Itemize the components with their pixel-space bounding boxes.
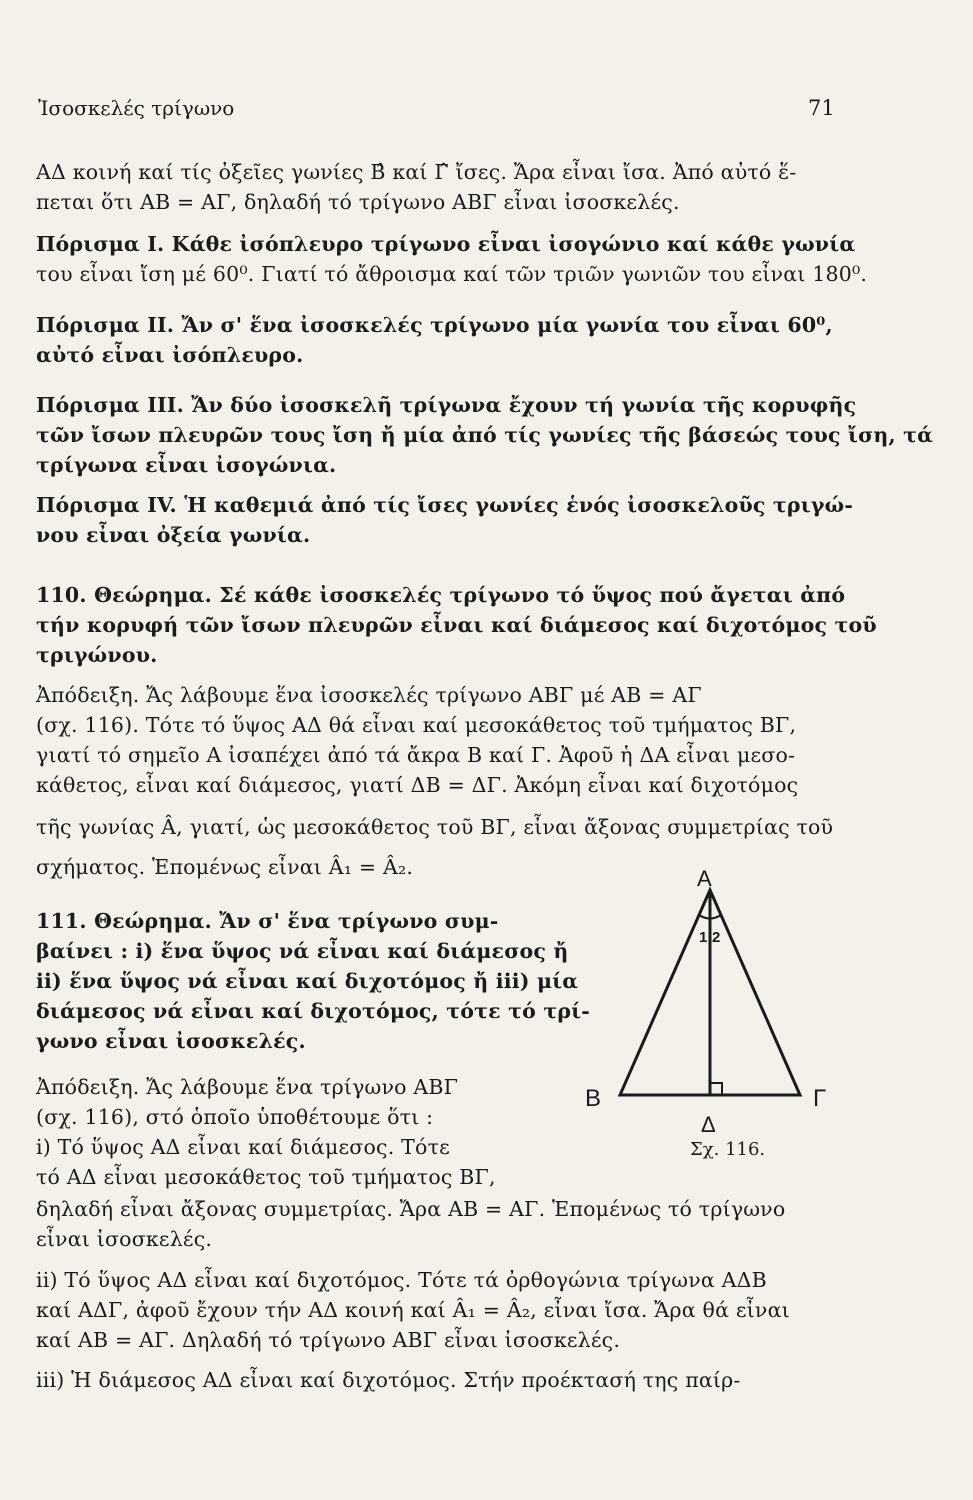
running-header: Ἰσοσκελές τρίγωνο	[38, 96, 235, 120]
angle-1-label: 1	[699, 929, 708, 946]
vertex-a-label: Α	[697, 870, 712, 891]
text-line: τρίγωνα εἶναι ἰσογώνια.	[36, 453, 337, 477]
text-line: ii) ἕνα ὕψος νά εἶναι καί διχοτόμος ἤ iii) μία	[36, 969, 579, 993]
text-line: βαίνει : i) ἕνα ὕψος νά εἶναι καί διάμεσος ἤ	[36, 939, 569, 963]
text-line: νου εἶναι ὀξεία γωνία.	[36, 523, 311, 547]
text-line: γιατί τό σημεῖο Α ἰσαπέχει ἀπό τά ἄκρα Β καί Γ. Ἀφοῦ ἡ ΔΑ εἶναι μεσο-	[36, 743, 796, 767]
text-line: καί ΑΔΓ, ἀφοῦ ἔχουν τήν ΑΔ κοινή καί Â₁ = Â₂, εἶναι ἴσα. Ἄρα θά εἶναι	[36, 1298, 790, 1322]
text-line: 111. Θεώρημα. Ἄν σ' ἕνα τρίγωνο συμ-	[36, 909, 499, 933]
text-line: τῆς γωνίας Â, γιατί, ὡς μεσοκάθετος τοῦ ΒΓ, εἶναι ἄξονας συμμετρίας τοῦ	[36, 815, 834, 839]
text-line: εἶναι ἰσοσκελές.	[36, 1227, 213, 1251]
text-line: Πόρισμα ΙΙΙ. Ἄν δύο ἰσοσκελῆ τρίγωνα ἔχουν τή γωνία τῆς κορυφῆς	[36, 393, 857, 417]
text-line: πεται ὅτι ΑΒ = ΑΓ, δηλαδή τό τρίγωνο ΑΒΓ εἶναι ἰσοσκελές.	[36, 190, 680, 214]
text-line: του εἶναι ἴση μέ 60⁰. Γιατί τό ἄθροισμα καί τῶν τριῶν γωνιῶν του εἶναι 180⁰.	[36, 262, 868, 286]
text-line: Πόρισμα IV. Ἡ καθεμιά ἀπό τίς ἴσες γωνίες ἑνός ἰσοσκελοῦς τριγώ-	[36, 493, 854, 517]
text-line: καί ΑΒ = ΑΓ. Δηλαδή τό τρίγωνο ΑΒΓ εἶναι ἰσοσκελές.	[36, 1328, 621, 1352]
page-number: 71	[808, 96, 835, 120]
text-line: (σχ. 116). Τότε τό ὕψος ΑΔ θά εἶναι καί μεσοκάθετος τοῦ τμήματος ΒΓ,	[36, 713, 797, 737]
text-line: δηλαδή εἶναι ἄξονας συμμετρίας. Ἄρα ΑΒ = ΑΓ. Ἑπομένως τό τρίγωνο	[36, 1197, 786, 1221]
text-line: i) Τό ὕψος ΑΔ εἶναι καί διάμεσος. Τότε	[36, 1135, 450, 1159]
text-line: τήν κορυφή τῶν ἴσων πλευρῶν εἶναι καί διάμεσος καί διχοτόμος τοῦ	[36, 613, 877, 637]
text-line: διάμεσος νά εἶναι καί διχοτόμος, τότε τό τρί-	[36, 999, 590, 1023]
vertex-g-label: Γ	[813, 1085, 827, 1112]
text-line: (σχ. 116), στό ὁποῖο ὑποθέτουμε ὅτι :	[36, 1105, 434, 1129]
text-line: σχήματος. Ἑπομένως εἶναι Â₁ = Â₂.	[36, 855, 414, 879]
text-line: ΑΔ κοινή καί τίς ὀξεῖες γωνίες Β̂ καί Γ̂ ἴσες. Ἄρα εἶναι ἴσα. Ἀπό αὐτό ἕ-	[36, 160, 797, 184]
text-line: Πόρισμα ΙΙ. Ἄν σ' ἕνα ἰσοσκελές τρίγωνο μία γωνία του εἶναι 60⁰,	[36, 313, 833, 337]
text-line: τό ΑΔ εἶναι μεσοκάθετος τοῦ τμήματος ΒΓ,	[36, 1165, 496, 1189]
text-line: τῶν ἴσων πλευρῶν τους ἴση ἤ μία ἀπό τίς γωνίες τῆς βάσεώς τους ἴση, τά	[36, 423, 934, 447]
text-line: αὐτό εἶναι ἰσόπλευρο.	[36, 343, 304, 367]
text-line: τριγώνου.	[36, 643, 158, 667]
text-line: κάθετος, εἶναι καί διάμεσος, γιατί ΔΒ = ΔΓ. Ἀκόμη εἶναι καί διχοτόμος	[36, 773, 799, 797]
text-line: Ἀπόδειξη. Ἄς λάβουμε ἕνα ἰσοσκελές τρίγωνο ΑΒΓ μέ ΑΒ = ΑΓ	[36, 683, 702, 707]
figure-116	[575, 870, 845, 1170]
text-line: Ἀπόδειξη. Ἄς λάβουμε ἕνα τρίγωνο ΑΒΓ	[36, 1075, 459, 1099]
figure-caption: Σχ. 116.	[690, 1139, 766, 1160]
text-line: ii) Τό ὕψος ΑΔ εἶναι καί διχοτόμος. Τότε τά ὀρθογώνια τρίγωνα ΑΔΒ	[36, 1268, 767, 1292]
foot-d-label: Δ	[701, 1112, 716, 1137]
text-line: 110. Θεώρημα. Σέ κάθε ἰσοσκελές τρίγωνο τό ὕψος πού ἄγεται ἀπό	[36, 583, 846, 607]
vertex-b-label: Β	[585, 1085, 602, 1112]
right-angle-mark	[710, 1083, 722, 1095]
text-line: γωνο εἶναι ἰσοσκελές.	[36, 1029, 306, 1053]
angle-2-label: 2	[712, 929, 721, 946]
text-line: iii) Ἡ διάμεσος ΑΔ εἶναι καί διχοτόμος. Στήν προέκτασή της παίρ-	[36, 1368, 741, 1392]
text-line: Πόρισμα Ι. Κάθε ἰσόπλευρο τρίγωνο εἶναι ἰσογώνιο καί κάθε γωνία	[36, 232, 856, 256]
